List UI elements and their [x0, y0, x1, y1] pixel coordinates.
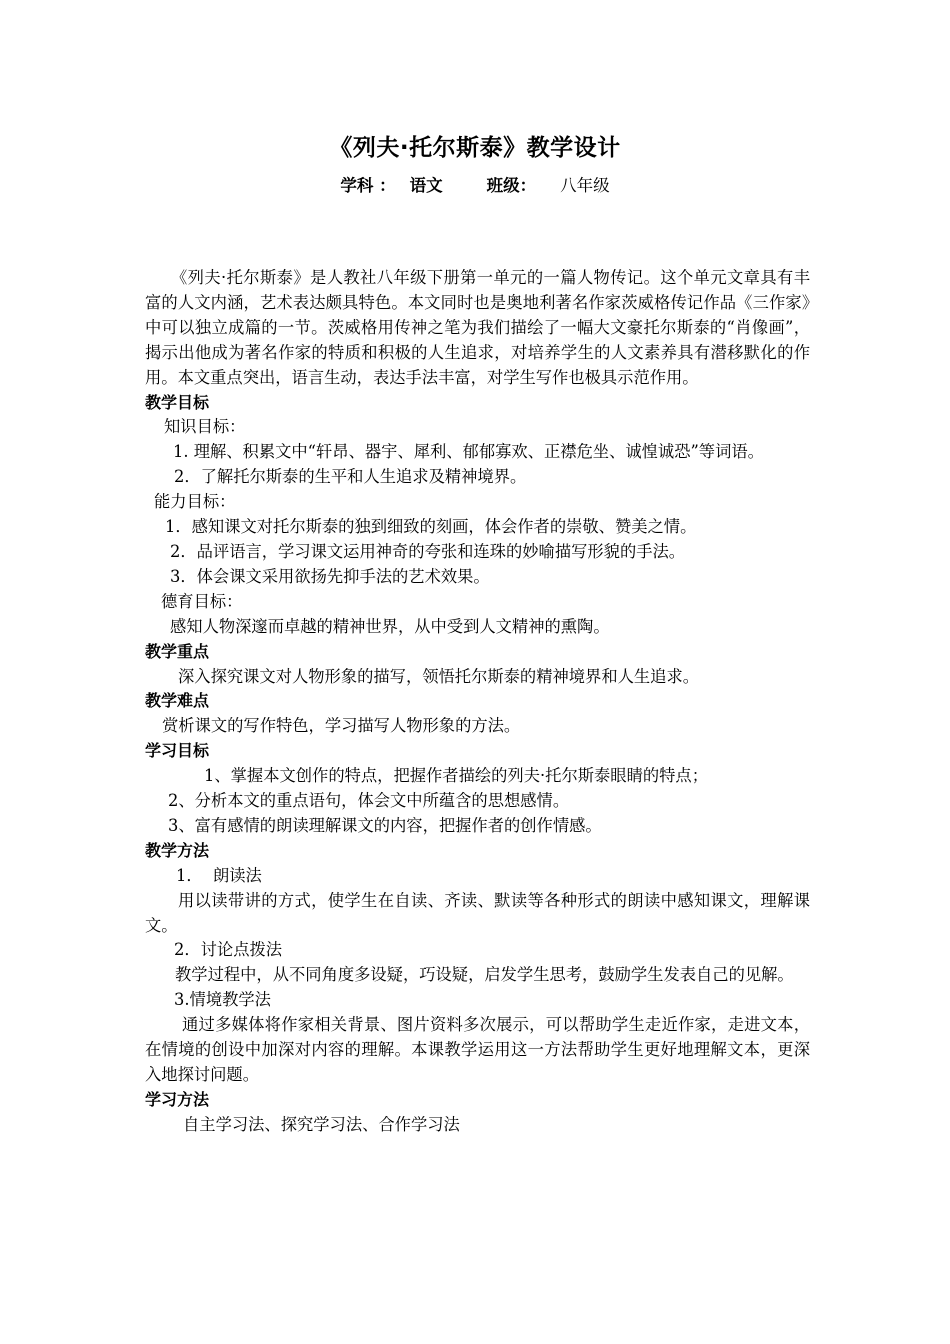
- method-text: 通过多媒体将作家相关背景、图片资料多次展示，可以帮助学生走近作家，走进文本，在情境的创设中加深对内容的理解。本课教学运用这一方法帮助学生更好地理解文本，更深入地探讨问题。: [145, 1015, 810, 1084]
- subject-label: 学科 ：: [340, 176, 396, 195]
- knowledge-goal-label: 知识目标：: [164, 417, 246, 437]
- subject-value: 语文: [409, 176, 443, 195]
- learning-goal-item: 2、分析本文的重点语句，体会文中所蕴含的思想感情。: [168, 791, 570, 811]
- section-heading-teaching-methods: 教学方法: [145, 840, 210, 860]
- intro-paragraph: 《列夫·托尔斯泰》是人教社八年级下册第一单元的一篇人物传记。这个单元文章具有丰富的人文内涵，艺术表达颇具特色。本文同时也是奥地利著名作家茨威格传记作品《三作家》中可以独立成篇的一节。茨威格用传神之笔为我们描绘了一幅大文豪托尔斯泰的“肖像画”，揭示出他成为著名作家的特质和积极的人生追求，对培养学生的人文素养具有潜移默化的作用。本文重点突出，语言生动，表达手法丰富，对学生写作也极具示范作用。: [145, 268, 810, 387]
- section-heading-difficulties: 教学难点: [145, 691, 210, 711]
- knowledge-goal-item: 2．了解托尔斯泰的生平和人生追求及精神境界。: [174, 467, 527, 487]
- moral-goal-label: 德育目标：: [161, 591, 243, 611]
- difficulties-text: 赏析课文的写作特色，学习描写人物形象的方法。: [162, 716, 521, 736]
- learning-methods-text: 自主学习法、探究学习法、合作学习法: [183, 1114, 460, 1134]
- ability-goal-item: 1．感知课文对托尔斯泰的独到细致的刻画，体会作者的崇敬、赞美之情。: [165, 517, 697, 537]
- section-heading-learning-methods: 学习方法: [145, 1089, 210, 1109]
- key-points-text: 深入探究课文对人物形象的描写，领悟托尔斯泰的精神境界和人生追求。: [178, 666, 700, 686]
- method-title: 2．讨论点拨法: [174, 940, 283, 960]
- method-title: 1． 朗读法: [176, 865, 262, 885]
- section-heading-key-points: 教学重点: [145, 641, 210, 661]
- document-body: [145, 266, 810, 1138]
- moral-goal-item: 感知人物深邃而卓越的精神世界，从中受到人文精神的熏陶。: [170, 616, 610, 636]
- learning-goal-item: 3、富有感情的朗读理解课文的内容，把握作者的创作情感。: [168, 815, 602, 835]
- method-text: 用以读带讲的方式，使学生在自读、齐读、默读等各种形式的朗读中感知课文，理解课文。: [145, 890, 810, 935]
- section-heading-teaching-goals: 教学目标: [145, 392, 210, 412]
- subject-class-line: [0, 172, 950, 200]
- ability-goal-item: 2．品评语言，学习课文运用神奇的夸张和连珠的妙喻描写形貌的手法。: [170, 541, 686, 561]
- class-label: 班级：: [486, 176, 537, 195]
- class-value: 八年级: [560, 176, 610, 195]
- knowledge-goal-item: 1. 理解、积累文中“轩昂、器宇、犀利、郁郁寡欢、正襟危坐、诚惶诚恐”等词语。: [173, 442, 764, 462]
- ability-goal-item: 3．体会课文采用欲扬先抑手法的艺术效果。: [170, 566, 490, 586]
- method-text: 教学过程中，从不同角度多设疑，巧设疑，启发学生思考，鼓励学生发表自己的见解。: [175, 965, 794, 985]
- section-heading-learning-goals: 学习目标: [145, 741, 210, 761]
- ability-goal-label: 能力目标：: [154, 492, 236, 512]
- learning-goal-item: 1、掌握本文创作的特点，把握作者描绘的列夫·托尔斯泰眼睛的特点；: [204, 766, 708, 786]
- document-title: 《列夫·托尔斯泰》教学设计: [329, 135, 621, 161]
- method-title: 3.情境教学法: [174, 990, 271, 1010]
